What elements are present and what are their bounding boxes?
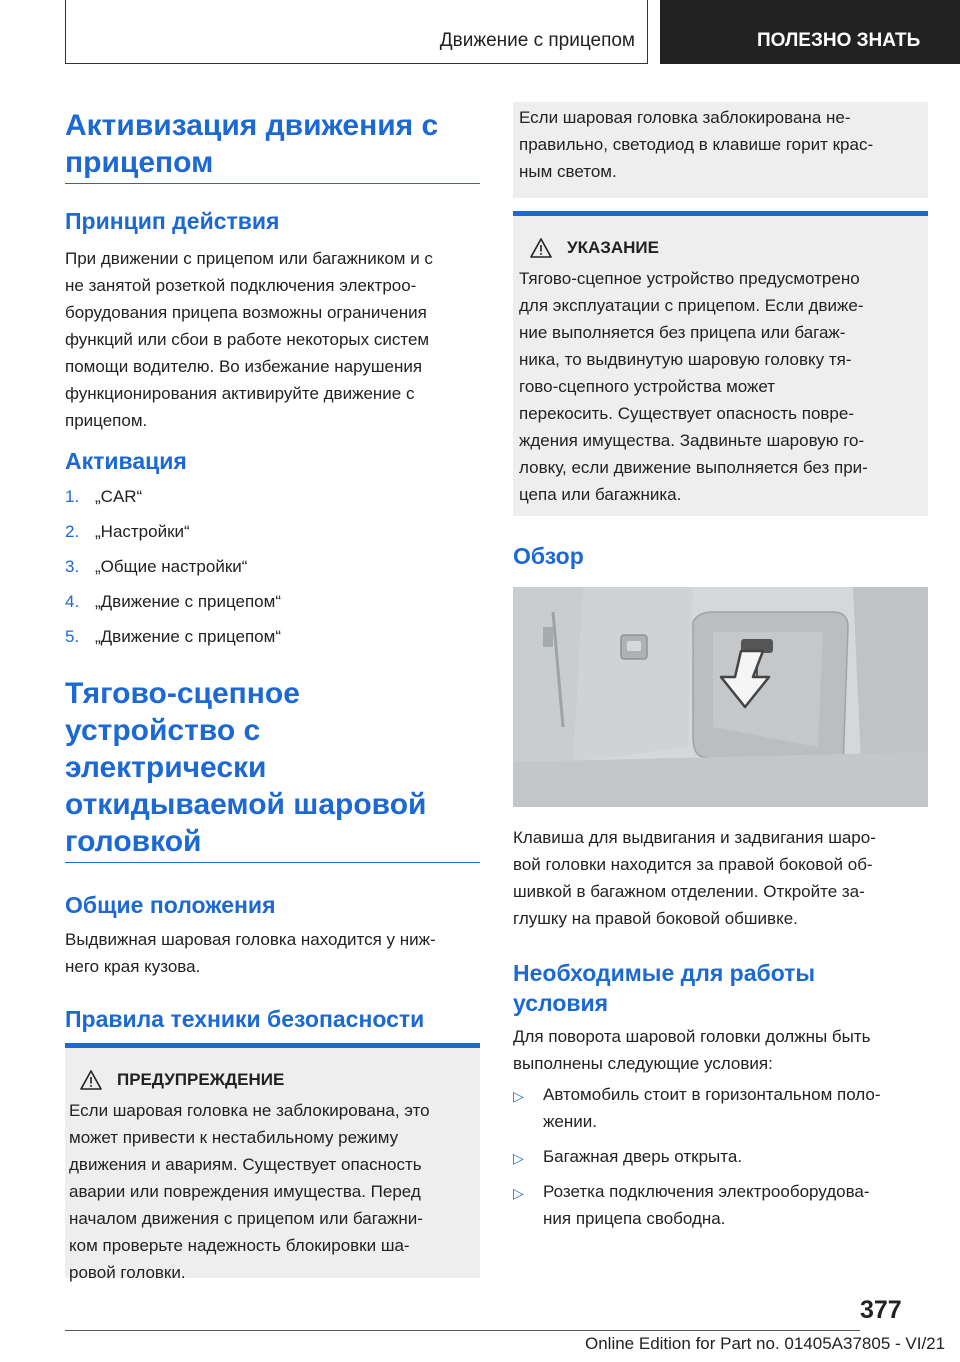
list-item: 2. „Настройки“ <box>65 522 190 541</box>
notice-bar <box>513 211 928 216</box>
bullet-triangle-icon: ▷ <box>513 1185 524 1201</box>
list-item: ▷ Розетка подключения электрооборудова- ния прицепа свободна. <box>513 1182 870 1228</box>
notice-box <box>513 211 928 516</box>
warning-continued-text: Если шаровая головка заблокирована не- правильно, светодиод в клавише горит крас- ным светом. <box>519 108 874 181</box>
heading-principle: Принцип действия <box>65 208 280 234</box>
warning-title: ПРЕДУПРЕЖДЕНИЕ <box>117 1070 285 1089</box>
principle-text: При движении с прицепом или багажником и с не занятой розеткой подключения электроо- борудования прицепа возможны ограничения функций или сбои в работе некоторых систем помощи водителю. Во избежание нарушения функционирования активируйте движение с прицепом. <box>65 249 433 430</box>
conditions-intro: Для поворота шаровой головки должны быть выполнены следующие условия: <box>513 1027 871 1073</box>
activation-steps <box>65 483 281 658</box>
chapter-tab: ПОЛЕЗНО ЗНАТЬ <box>660 0 960 64</box>
heading-general: Общие положения <box>65 892 276 918</box>
warning-triangle-icon <box>529 237 553 259</box>
list-item: ▷ Автомобиль стоит в горизонтальном поло- жении. <box>513 1085 881 1131</box>
heading-hitch: Тягово-сцепное устройство с электрически откидываемой шаровой головкой <box>65 677 427 858</box>
list-item: 1. „CAR“ <box>65 487 143 506</box>
heading-activation: Активизация движения с прицепом <box>65 109 439 179</box>
warning-triangle-icon <box>79 1069 103 1091</box>
general-text: Выдвижная шаровая головка находится у ниж- него края кузова. <box>65 930 436 976</box>
bullet-triangle-icon: ▷ <box>513 1088 524 1104</box>
heading-safety: Правила техники безопасности <box>65 1006 425 1032</box>
edition-footer: Online Edition for Part no. 01405A37805 - VI/21 <box>585 1334 946 1353</box>
bullet-triangle-icon: ▷ <box>513 1150 524 1166</box>
section-title: Движение с прицепом <box>439 30 635 51</box>
notice-text: Тягово-сцепное устройство предусмотрено для эксплуатации с прицепом. Если движе- ние выполняется без прицепа или багаж- ника, то выдвинутую шаровую головку тя- гово-сцепного устройства может перекосить. Существует опасность повре- ждения имущества. Задвиньте шаровую го- ловку, если движение выполняется без при- цепа или багажника. <box>519 269 868 504</box>
heading-activation-steps: Активация <box>65 448 187 474</box>
warning-text: Если шаровая головка не заблокирована, это может привести к нестабильному режиму движения и авариям. Существует опасность аварии или повреждения имущества. Перед началом движения с прицепом или багажни- ком проверьте надежность блокировки ша- ровой головки. <box>69 1101 430 1282</box>
list-item: 3. „Общие настройки“ <box>65 557 248 576</box>
conditions-list <box>513 1081 928 1240</box>
list-item: 5. „Движение с прицепом“ <box>65 627 281 646</box>
trunk-illustration <box>513 587 928 807</box>
heading-overview: Обзор <box>513 543 584 569</box>
heading-rule <box>65 183 480 184</box>
warning-continued-box <box>513 102 928 198</box>
trunk-photo <box>513 587 928 807</box>
list-item: 4. „Движение с прицепом“ <box>65 592 281 611</box>
heading-conditions: Необходимые для работы условия <box>513 960 816 1016</box>
heading-rule <box>65 862 480 863</box>
warning-box <box>65 1043 480 1282</box>
warning-bar <box>65 1043 480 1048</box>
overview-text: Клавиша для выдвигания и задвигания шаро- вой головки находится за правой боковой об- шивкой в багажном отделении. Откройте за- глушку на правой боковой обшивке. <box>513 828 876 928</box>
page-number: 377 <box>860 1296 902 1324</box>
list-item: ▷ Багажная дверь открыта. <box>513 1143 928 1170</box>
footer-rule <box>65 1330 860 1331</box>
notice-title: УКАЗАНИЕ <box>567 238 659 257</box>
